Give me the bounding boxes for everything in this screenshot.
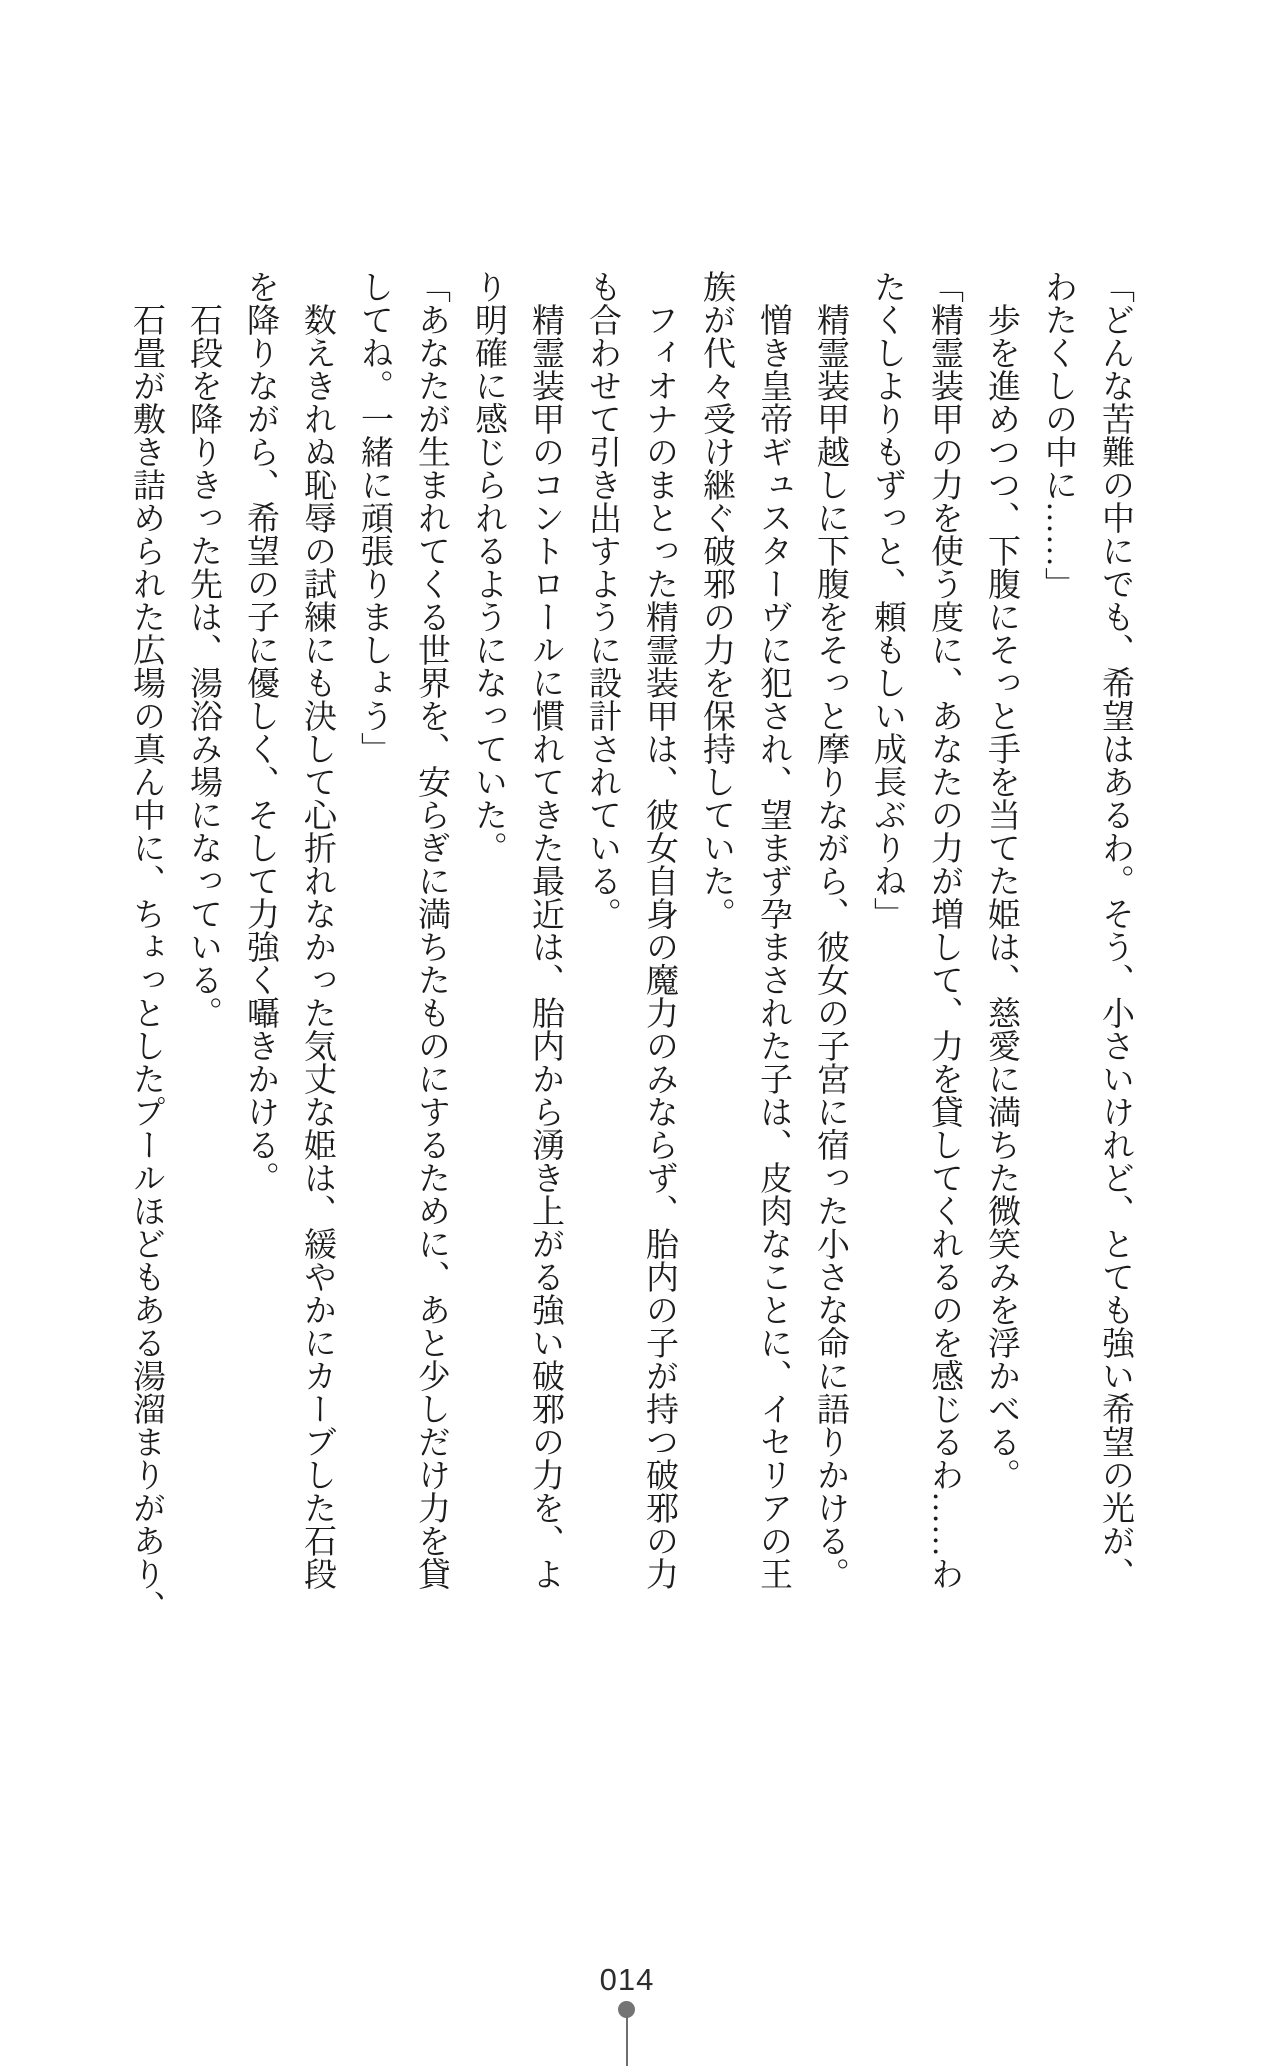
text-line: 族が代々受け継ぐ破邪の力を保持していた。 [698,270,734,930]
text-line: 石段を降りきった先は、湯浴み場になっている。 [185,270,221,1029]
text-line: たくしよりもずっと、頼もしい成長ぶりね」 [869,270,905,930]
text-line: 石畳が敷き詰められた広場の真ん中に、ちょっとしたプールほどもある湯溜まりがあり、 [128,270,164,1623]
text-line: 憎き皇帝ギュスターヴに犯され、望まず孕まされた子は、皮肉なことに、イセリアの王 [755,270,791,1590]
vertical-text-block [117,270,1143,1623]
text-line: わたくしの中に……」 [1040,270,1076,600]
text-line: 「精霊装甲の力を使う度に、あなたの力が増して、力を貸してくれるのを感じるわ……わ [926,270,962,1590]
text-line: を降りながら、希望の子に優しく、そして力強く囁きかける。 [242,270,278,1194]
text-line: 数えきれぬ恥辱の試練にも決して心折れなかった気丈な姫は、緩やかにカーブした石段 [299,270,335,1590]
text-line: も合わせて引き出すように設計されている。 [584,270,620,930]
text-line: フィオナのまとった精霊装甲は、彼女自身の魔力のみならず、胎内の子が持つ破邪の力 [641,270,677,1590]
text-line: してね。一緒に頑張りましょう」 [356,270,392,765]
text-line: 「あなたが生まれてくる世界を、安らぎに満ちたものにするために、あと少しだけ力を貸 [413,270,449,1590]
page-number: 014 [599,1962,655,1997]
footer-rule-line [626,2016,628,2066]
text-line: り明確に感じられるようになっていた。 [470,270,506,864]
text-line: 「どんな苦難の中にでも、希望はあるわ。そう、小さいけれど、とても強い希望の光が、 [1097,270,1133,1590]
text-line: 精霊装甲のコントロールに慣れてきた最近は、胎内から湧き上がる強い破邪の力を、よ [527,270,563,1590]
text-line: 精霊装甲越しに下腹をそっと摩りながら、彼女の子宮に宿った小さな命に語りかける。 [812,270,848,1590]
text-line: 歩を進めつつ、下腹にそっと手を当てた姫は、慈愛に満ちた微笑みを浮かべる。 [983,270,1019,1491]
